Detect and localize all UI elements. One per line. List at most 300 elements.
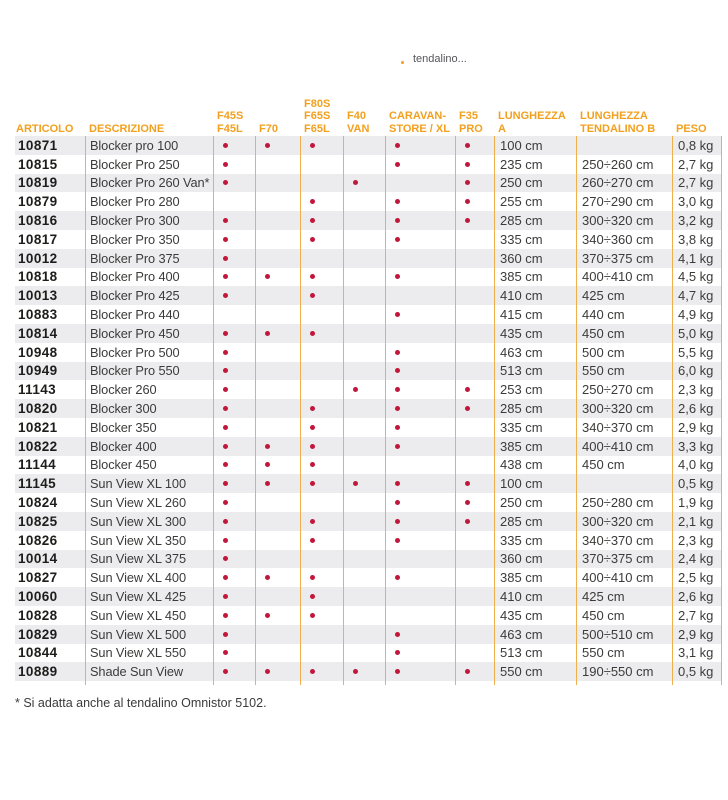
table-row <box>15 343 722 362</box>
compat-dot-icon <box>223 218 228 223</box>
compat-dot-icon <box>223 538 228 543</box>
tendalino_b-cell: 400÷410 cm <box>576 268 672 287</box>
descrizione-cell: Blocker Pro 260 Van* <box>85 174 213 193</box>
compat-dot-icon <box>223 444 228 449</box>
peso-cell: 4,9 kg <box>672 305 722 324</box>
tendalino_b-cell: 370÷375 cm <box>576 550 672 569</box>
articolo-cell: 10879 <box>18 194 58 210</box>
articolo-cell: 10949 <box>18 363 58 379</box>
compat-dot-icon <box>223 669 228 674</box>
articolo-cell: 10060 <box>18 589 58 605</box>
peso-cell: 3,3 kg <box>672 437 722 456</box>
compat-cell-f45 <box>213 418 255 437</box>
compat-cell-caravan <box>385 493 455 512</box>
compat-dot-icon <box>310 143 315 148</box>
compat-dot-icon <box>223 237 228 242</box>
peso-cell: 0,5 kg <box>672 474 722 493</box>
compat-cell-f40 <box>343 249 385 268</box>
compat-cell-f35 <box>455 644 494 663</box>
compat-dot-icon <box>223 350 228 355</box>
peso-cell: 6,0 kg <box>672 362 722 381</box>
compat-cell-f35 <box>455 512 494 531</box>
compat-cell-caravan <box>385 211 455 230</box>
compat-cell-f45 <box>213 249 255 268</box>
table-row <box>15 305 722 324</box>
compat-dot-icon <box>310 237 315 242</box>
tendalino_b-cell: 450 cm <box>576 606 672 625</box>
compat-cell-caravan <box>385 644 455 663</box>
compat-cell-f80 <box>300 606 343 625</box>
descrizione-cell: Sun View XL 550 <box>85 644 213 663</box>
compat-dot-icon <box>223 425 228 430</box>
articolo-cell: 10816 <box>18 213 58 229</box>
compat-cell-f70 <box>255 136 300 155</box>
peso-cell: 2,9 kg <box>672 625 722 644</box>
column-header-lunghezza_a: LUNGHEZZA A <box>498 110 566 135</box>
lunghezza_a-cell: 385 cm <box>494 268 576 287</box>
compat-cell-f70 <box>255 531 300 550</box>
peso-cell: 2,5 kg <box>672 568 722 587</box>
peso-cell: 0,5 kg <box>672 662 722 681</box>
peso-cell: 4,7 kg <box>672 286 722 305</box>
lunghezza_a-cell: 463 cm <box>494 625 576 644</box>
column-header-articolo: ARTICOLO <box>16 122 74 135</box>
compat-cell-f40 <box>343 550 385 569</box>
compat-cell-f40 <box>343 362 385 381</box>
compat-cell-f80 <box>300 343 343 362</box>
tendalino_b-cell: 250÷280 cm <box>576 493 672 512</box>
compat-cell-f40 <box>343 399 385 418</box>
lunghezza_a-cell: 235 cm <box>494 155 576 174</box>
compat-cell-caravan <box>385 568 455 587</box>
compat-cell-f70 <box>255 474 300 493</box>
compat-cell-f35 <box>455 493 494 512</box>
compat-dot-icon <box>265 143 270 148</box>
compat-cell-f80 <box>300 324 343 343</box>
tendalino_b-cell: 250÷270 cm <box>576 380 672 399</box>
compat-cell-f80 <box>300 230 343 249</box>
tendalino_b-cell: 260÷270 cm <box>576 174 672 193</box>
table-row <box>15 625 722 644</box>
compat-dot-icon <box>353 481 358 486</box>
compat-cell-f80 <box>300 493 343 512</box>
peso-cell: 2,7 kg <box>672 174 722 193</box>
compat-dot-icon <box>395 350 400 355</box>
compat-dot-icon <box>265 331 270 336</box>
compat-cell-f70 <box>255 192 300 211</box>
articolo-cell: 10821 <box>18 419 58 435</box>
compat-cell-f35 <box>455 324 494 343</box>
descrizione-cell: Sun View XL 400 <box>85 568 213 587</box>
compat-cell-f80 <box>300 362 343 381</box>
peso-cell: 3,1 kg <box>672 644 722 663</box>
compat-cell-f45 <box>213 230 255 249</box>
compat-cell-f40 <box>343 606 385 625</box>
compat-cell-f70 <box>255 625 300 644</box>
compat-dot-icon <box>265 274 270 279</box>
lunghezza_a-cell: 360 cm <box>494 249 576 268</box>
compat-dot-icon <box>395 500 400 505</box>
tendalino_b-cell: 440 cm <box>576 305 672 324</box>
compat-cell-f35 <box>455 380 494 399</box>
compat-cell-f80 <box>300 305 343 324</box>
table-row <box>15 437 722 456</box>
extension-cell <box>494 681 576 685</box>
compat-cell-caravan <box>385 230 455 249</box>
compat-dot-icon <box>223 575 228 580</box>
peso-cell: 2,6 kg <box>672 587 722 606</box>
compatibility-table <box>15 84 722 685</box>
table-row <box>15 249 722 268</box>
compat-dot-icon <box>223 594 228 599</box>
compat-cell-f40 <box>343 230 385 249</box>
compat-cell-caravan <box>385 343 455 362</box>
compat-cell-f40 <box>343 305 385 324</box>
table-row <box>15 644 722 663</box>
compat-cell-f35 <box>455 550 494 569</box>
tendalino_b-cell: 400÷410 cm <box>576 437 672 456</box>
compat-cell-f45 <box>213 305 255 324</box>
compat-dot-icon <box>353 669 358 674</box>
compat-cell-f70 <box>255 211 300 230</box>
compat-dot-icon <box>265 444 270 449</box>
compat-cell-f35 <box>455 268 494 287</box>
compat-cell-caravan <box>385 550 455 569</box>
tendalino_b-cell: 340÷370 cm <box>576 418 672 437</box>
compat-cell-f70 <box>255 550 300 569</box>
compat-cell-f70 <box>255 568 300 587</box>
compat-cell-f40 <box>343 324 385 343</box>
compat-cell-f70 <box>255 249 300 268</box>
compat-cell-f35 <box>455 155 494 174</box>
compat-cell-f40 <box>343 625 385 644</box>
lunghezza_a-cell: 285 cm <box>494 399 576 418</box>
compat-dot-icon <box>223 143 228 148</box>
compat-cell-f80 <box>300 550 343 569</box>
compat-cell-f70 <box>255 343 300 362</box>
articolo-cell: 10820 <box>18 401 58 417</box>
compat-dot-icon <box>465 143 470 148</box>
tendalino_b-cell <box>576 474 672 493</box>
compat-dot-icon <box>223 481 228 486</box>
compat-cell-f70 <box>255 268 300 287</box>
compat-cell-f45 <box>213 211 255 230</box>
compat-dot-icon <box>395 425 400 430</box>
compat-cell-caravan <box>385 512 455 531</box>
compat-dot-icon <box>395 199 400 204</box>
compat-dot-icon <box>353 387 358 392</box>
footnote: * Si adatta anche al tendalino Omnistor 5102. <box>15 696 267 710</box>
table-row <box>15 192 722 211</box>
table-row <box>15 174 722 193</box>
compat-dot-icon <box>223 406 228 411</box>
compat-cell-caravan <box>385 418 455 437</box>
compat-dot-icon <box>310 425 315 430</box>
compat-cell-f70 <box>255 155 300 174</box>
extension-cell <box>213 681 255 685</box>
compat-cell-f45 <box>213 343 255 362</box>
compat-dot-icon <box>310 293 315 298</box>
compat-dot-icon <box>265 575 270 580</box>
compat-dot-icon <box>223 632 228 637</box>
table-row <box>15 474 722 493</box>
compat-dot-icon <box>223 368 228 373</box>
compat-cell-f80 <box>300 174 343 193</box>
descrizione-cell: Sun View XL 260 <box>85 493 213 512</box>
compat-cell-f35 <box>455 531 494 550</box>
lunghezza_a-cell: 360 cm <box>494 550 576 569</box>
compat-dot-icon <box>465 406 470 411</box>
compat-dot-icon <box>310 575 315 580</box>
column-header-f70: F70 <box>259 122 278 135</box>
compat-dot-icon <box>395 162 400 167</box>
extension-cell <box>576 681 672 685</box>
compat-cell-f45 <box>213 512 255 531</box>
articolo-cell: 10826 <box>18 532 58 548</box>
articolo-cell: 10829 <box>18 626 58 642</box>
compat-dot-icon <box>395 368 400 373</box>
peso-cell: 5,0 kg <box>672 324 722 343</box>
compat-dot-icon <box>310 594 315 599</box>
compat-dot-icon <box>265 613 270 618</box>
compat-dot-icon <box>310 538 315 543</box>
compat-cell-f35 <box>455 474 494 493</box>
compat-dot-icon <box>395 218 400 223</box>
compat-cell-f40 <box>343 136 385 155</box>
compat-dot-icon <box>223 274 228 279</box>
compat-cell-f45 <box>213 286 255 305</box>
compat-cell-f40 <box>343 380 385 399</box>
compat-dot-icon <box>395 481 400 486</box>
peso-cell: 2,9 kg <box>672 418 722 437</box>
tendalino_b-cell: 450 cm <box>576 456 672 475</box>
tendalino_b-cell: 190÷550 cm <box>576 662 672 681</box>
compat-cell-f70 <box>255 399 300 418</box>
compat-dot-icon <box>395 444 400 449</box>
compat-cell-f80 <box>300 192 343 211</box>
compat-cell-f40 <box>343 493 385 512</box>
compat-cell-f80 <box>300 418 343 437</box>
compat-dot-icon <box>465 669 470 674</box>
compat-cell-f40 <box>343 174 385 193</box>
descrizione-cell: Blocker Pro 425 <box>85 286 213 305</box>
tendalino_b-cell: 450 cm <box>576 324 672 343</box>
peso-cell: 4,5 kg <box>672 268 722 287</box>
lunghezza_a-cell: 100 cm <box>494 136 576 155</box>
grid-line-extension-row <box>15 681 722 685</box>
descrizione-cell: Shade Sun View <box>85 662 213 681</box>
compat-dot-icon <box>223 462 228 467</box>
compat-dot-icon <box>223 162 228 167</box>
compat-dot-icon <box>310 613 315 618</box>
table-row <box>15 550 722 569</box>
table-row <box>15 568 722 587</box>
compat-cell-f70 <box>255 456 300 475</box>
compat-cell-f80 <box>300 587 343 606</box>
extension-cell <box>255 681 300 685</box>
compat-cell-f45 <box>213 474 255 493</box>
compat-cell-caravan <box>385 362 455 381</box>
table-row <box>15 512 722 531</box>
compat-cell-f80 <box>300 456 343 475</box>
articolo-cell: 11143 <box>18 382 57 398</box>
compat-cell-caravan <box>385 437 455 456</box>
compat-cell-f45 <box>213 531 255 550</box>
articolo-cell: 10818 <box>18 269 58 285</box>
compat-dot-icon <box>223 556 228 561</box>
compat-dot-icon <box>395 519 400 524</box>
compat-dot-icon <box>395 538 400 543</box>
compat-cell-f80 <box>300 625 343 644</box>
compat-cell-f80 <box>300 211 343 230</box>
descrizione-cell: Sun View XL 350 <box>85 531 213 550</box>
lunghezza_a-cell: 335 cm <box>494 230 576 249</box>
compat-cell-f80 <box>300 568 343 587</box>
compat-dot-icon <box>310 519 315 524</box>
compat-dot-icon <box>223 331 228 336</box>
compat-cell-f45 <box>213 268 255 287</box>
compat-cell-f45 <box>213 362 255 381</box>
compat-cell-f70 <box>255 305 300 324</box>
compat-cell-f40 <box>343 456 385 475</box>
peso-cell: 2,6 kg <box>672 399 722 418</box>
lunghezza_a-cell: 255 cm <box>494 192 576 211</box>
tendalino_b-cell <box>576 136 672 155</box>
articolo-cell: 10819 <box>18 175 58 191</box>
compat-cell-f40 <box>343 418 385 437</box>
compat-cell-f40 <box>343 512 385 531</box>
compat-cell-caravan <box>385 305 455 324</box>
compat-cell-caravan <box>385 625 455 644</box>
articolo-cell: 10871 <box>18 137 58 153</box>
articolo-cell: 10883 <box>18 307 58 323</box>
compat-cell-f35 <box>455 230 494 249</box>
tendalino_b-cell: 370÷375 cm <box>576 249 672 268</box>
peso-cell: 2,1 kg <box>672 512 722 531</box>
compat-cell-f35 <box>455 568 494 587</box>
table-row <box>15 587 722 606</box>
compat-cell-f40 <box>343 286 385 305</box>
legend-bullet-icon <box>401 61 404 64</box>
compat-cell-f40 <box>343 474 385 493</box>
table-header-row <box>15 84 722 136</box>
compat-cell-f45 <box>213 174 255 193</box>
compat-cell-f45 <box>213 155 255 174</box>
compat-dot-icon <box>223 180 228 185</box>
descrizione-cell: Sun View XL 425 <box>85 587 213 606</box>
table-row <box>15 268 722 287</box>
compat-cell-f35 <box>455 625 494 644</box>
compat-cell-f40 <box>343 587 385 606</box>
descrizione-cell: Sun View XL 500 <box>85 625 213 644</box>
compat-cell-f40 <box>343 343 385 362</box>
compat-cell-f80 <box>300 531 343 550</box>
compat-cell-f80 <box>300 286 343 305</box>
descrizione-cell: Blocker Pro 450 <box>85 324 213 343</box>
legend-fragment-text: tendalino... <box>413 53 467 65</box>
tendalino_b-cell: 270÷290 cm <box>576 192 672 211</box>
compat-cell-f40 <box>343 644 385 663</box>
compat-cell-f80 <box>300 644 343 663</box>
compat-dot-icon <box>223 256 228 261</box>
extension-cell <box>300 681 343 685</box>
compat-cell-f40 <box>343 211 385 230</box>
compat-dot-icon <box>465 162 470 167</box>
compat-cell-f40 <box>343 568 385 587</box>
compat-cell-caravan <box>385 286 455 305</box>
compat-cell-f40 <box>343 437 385 456</box>
compat-cell-f45 <box>213 625 255 644</box>
compat-cell-f70 <box>255 362 300 381</box>
lunghezza_a-cell: 513 cm <box>494 362 576 381</box>
articolo-cell: 10827 <box>18 570 58 586</box>
compat-cell-f45 <box>213 587 255 606</box>
compat-cell-f40 <box>343 155 385 174</box>
articolo-cell: 10814 <box>18 325 58 341</box>
compat-cell-f35 <box>455 136 494 155</box>
descrizione-cell: Blocker Pro 250 <box>85 155 213 174</box>
compat-cell-f70 <box>255 493 300 512</box>
descrizione-cell: Blocker Pro 300 <box>85 211 213 230</box>
tendalino_b-cell: 500÷510 cm <box>576 625 672 644</box>
descrizione-cell: Sun View XL 300 <box>85 512 213 531</box>
articolo-cell: 10817 <box>18 231 58 247</box>
extension-cell <box>672 681 722 685</box>
articolo-cell: 10824 <box>18 495 58 511</box>
table-row <box>15 418 722 437</box>
descrizione-cell: Blocker 350 <box>85 418 213 437</box>
compat-cell-f40 <box>343 192 385 211</box>
table-row <box>15 456 722 475</box>
tendalino_b-cell: 550 cm <box>576 644 672 663</box>
tendalino_b-cell: 340÷360 cm <box>576 230 672 249</box>
compat-cell-caravan <box>385 268 455 287</box>
lunghezza_a-cell: 285 cm <box>494 512 576 531</box>
lunghezza_a-cell: 463 cm <box>494 343 576 362</box>
peso-cell: 0,8 kg <box>672 136 722 155</box>
compat-dot-icon <box>310 481 315 486</box>
compat-dot-icon <box>395 237 400 242</box>
compat-cell-f35 <box>455 286 494 305</box>
compat-cell-f45 <box>213 606 255 625</box>
compat-cell-f40 <box>343 531 385 550</box>
compat-cell-f35 <box>455 399 494 418</box>
articolo-cell: 10889 <box>18 664 58 680</box>
compat-dot-icon <box>395 575 400 580</box>
compat-cell-f70 <box>255 512 300 531</box>
compat-cell-caravan <box>385 249 455 268</box>
lunghezza_a-cell: 435 cm <box>494 606 576 625</box>
compat-cell-f80 <box>300 512 343 531</box>
tendalino_b-cell: 500 cm <box>576 343 672 362</box>
compat-dot-icon <box>223 519 228 524</box>
compat-cell-caravan <box>385 174 455 193</box>
articolo-cell: 11144 <box>18 457 57 473</box>
compat-cell-f45 <box>213 399 255 418</box>
compat-cell-caravan <box>385 380 455 399</box>
extension-cell <box>385 681 455 685</box>
column-header-descrizione: DESCRIZIONE <box>89 122 165 135</box>
descrizione-cell: Blocker Pro 550 <box>85 362 213 381</box>
table-row <box>15 380 722 399</box>
compat-cell-caravan <box>385 662 455 681</box>
lunghezza_a-cell: 438 cm <box>494 456 576 475</box>
articolo-cell: 10828 <box>18 607 58 623</box>
compat-cell-f45 <box>213 456 255 475</box>
table-row <box>15 155 722 174</box>
table-row <box>15 211 722 230</box>
compat-cell-f35 <box>455 211 494 230</box>
